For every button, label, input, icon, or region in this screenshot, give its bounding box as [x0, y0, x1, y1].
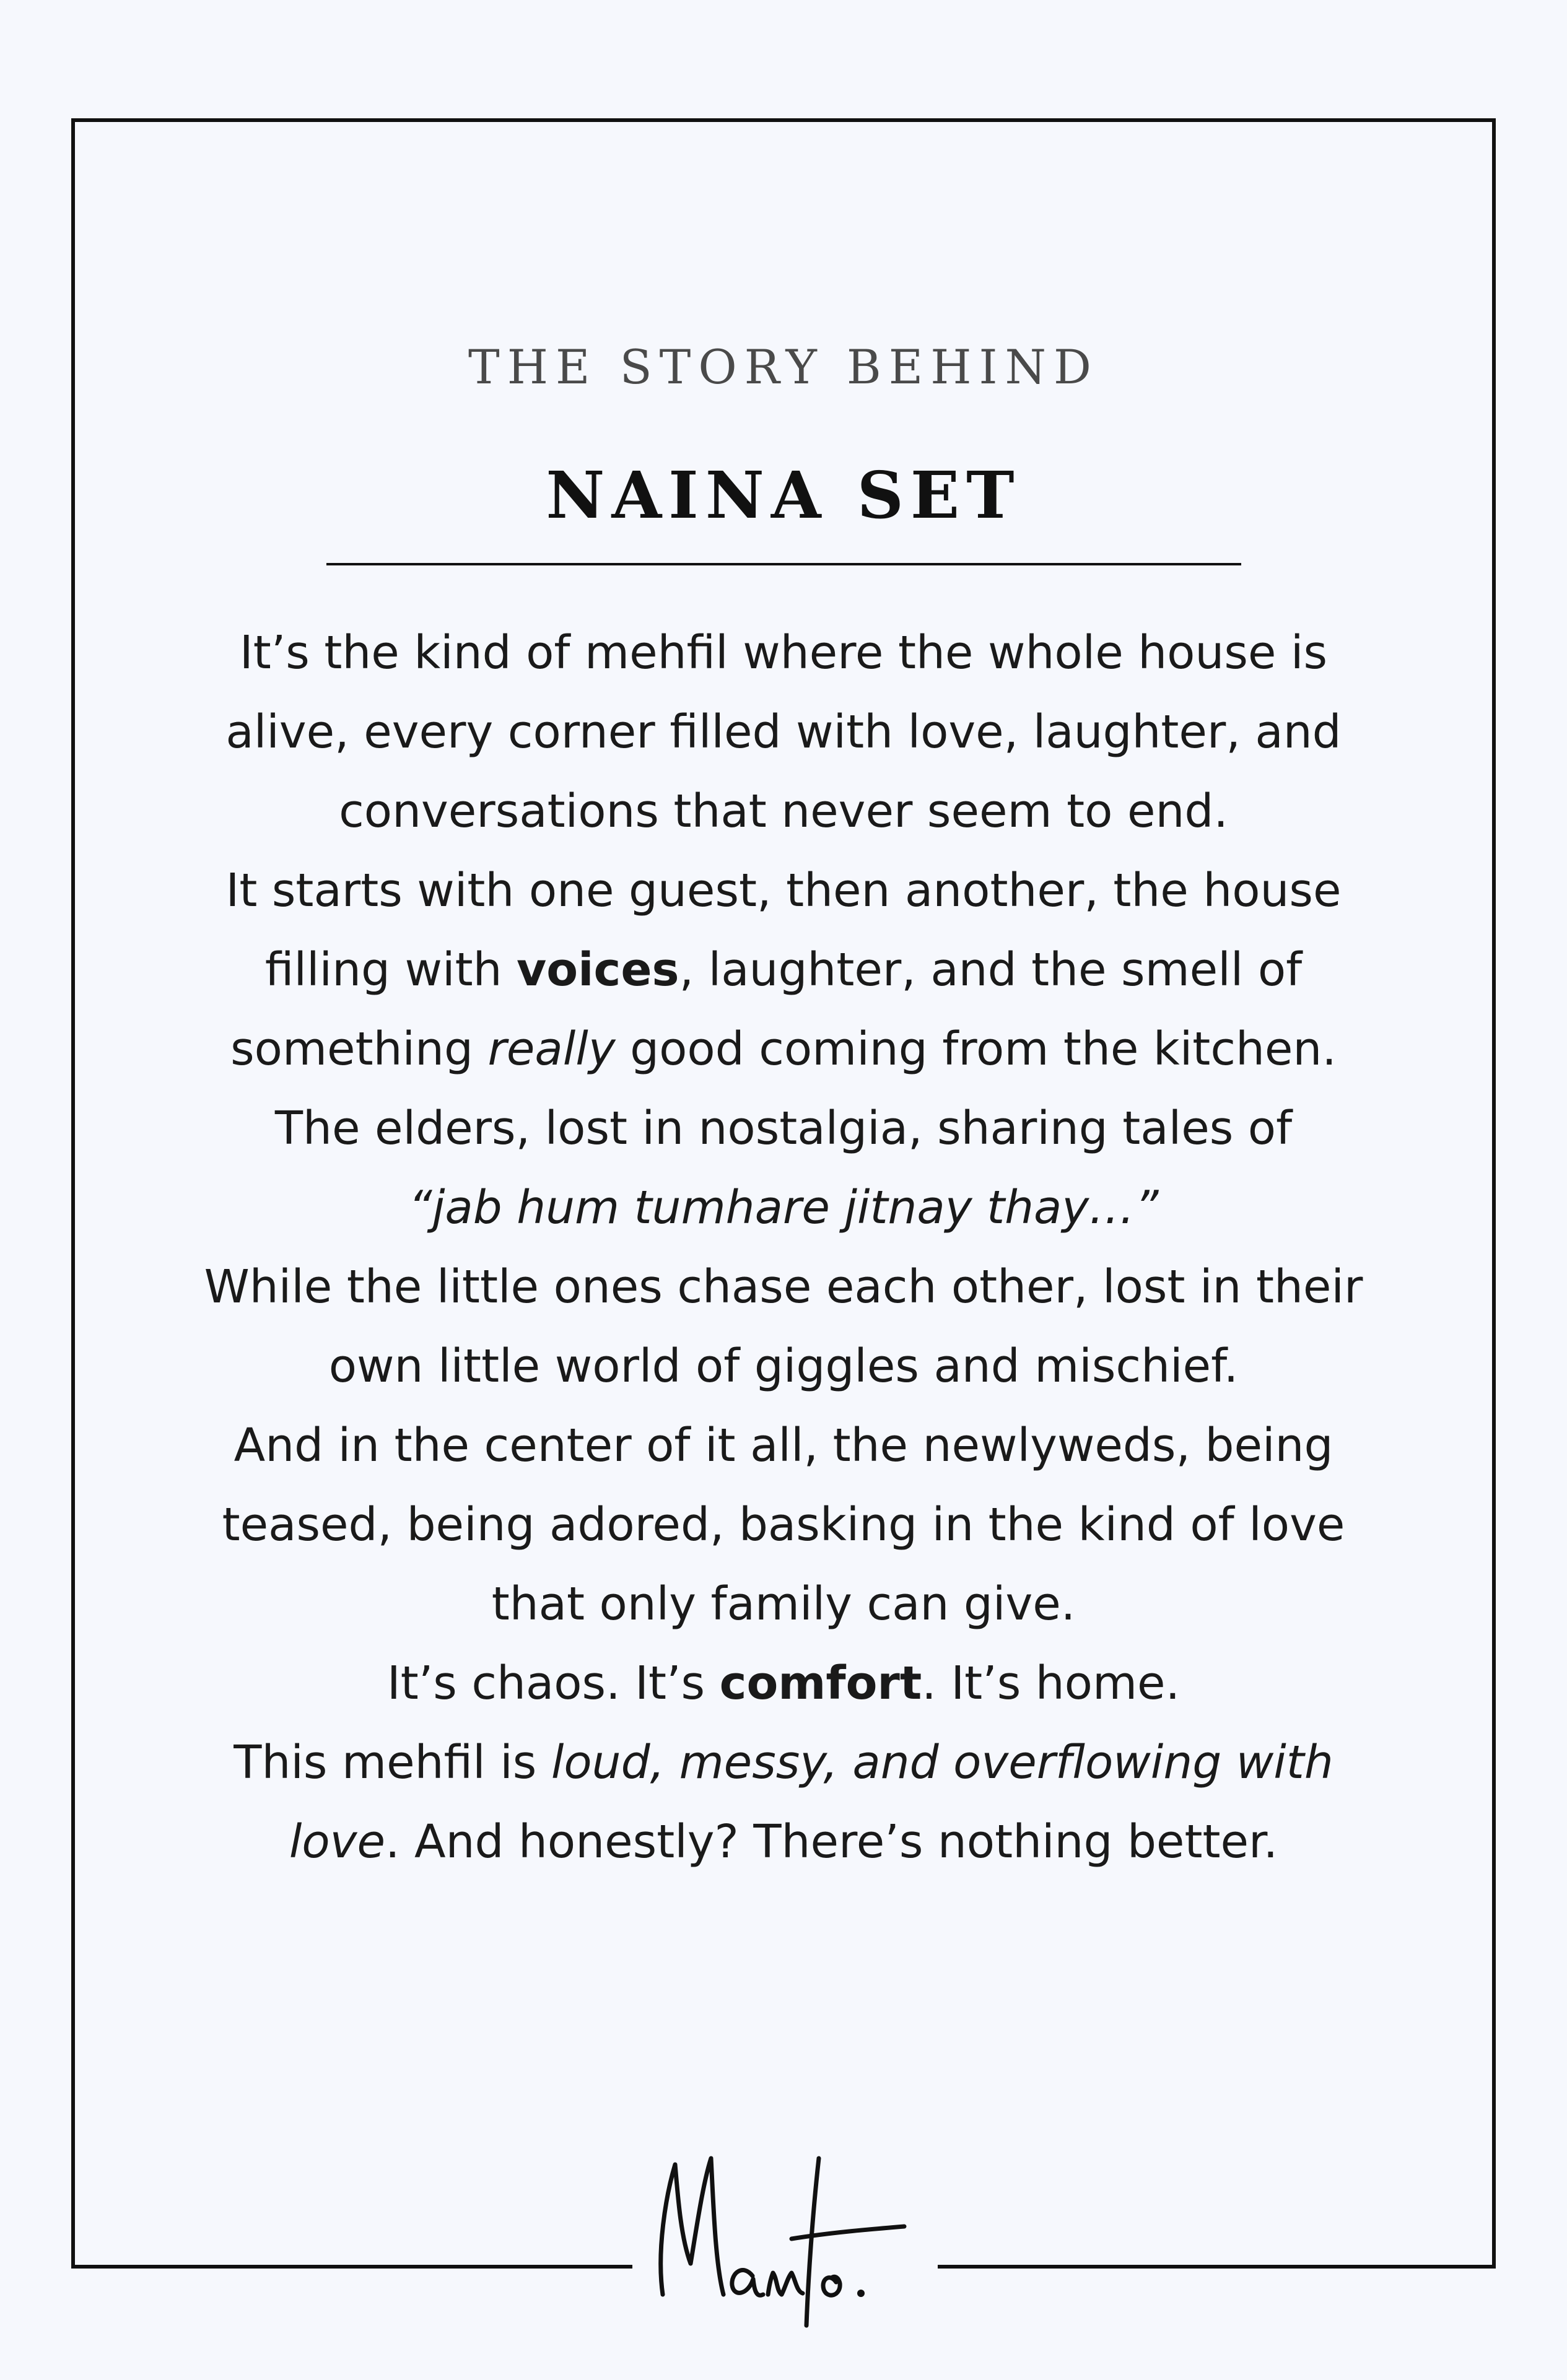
frame-top-border	[71, 118, 1496, 122]
title-divider	[326, 563, 1241, 565]
story-line	[99, 1644, 1468, 1723]
story-text: This mehfil is	[234, 1736, 551, 1789]
story-line	[99, 1009, 1468, 1089]
story-line: The elders, lost in nostalgia, sharing tales of	[274, 1102, 1293, 1155]
frame-left-border	[71, 118, 75, 2269]
story-kicker: THE STORY BEHIND	[468, 339, 1099, 394]
story-line	[99, 1802, 1468, 1881]
story-text: . And honestly? There’s nothing better.	[385, 1815, 1278, 1868]
story-line: While the little ones chase each other, lost in their	[204, 1260, 1363, 1314]
emphasis-comfort: comfort	[719, 1657, 922, 1710]
story-line: It’s the kind of mehfil where the whole house is	[239, 626, 1328, 679]
elders-quote: “jab hum tumhare jitnay thay…”	[408, 1181, 1159, 1234]
story-text: good coming from the kitchen.	[615, 1022, 1337, 1076]
story-line: It starts with one guest, then another, the house	[225, 864, 1342, 917]
story-text: , laughter, and the smell of	[679, 943, 1303, 996]
manto-signature-logo	[644, 2140, 929, 2338]
story-line: conversations that never seem to end.	[339, 785, 1228, 838]
story-line: own little world of giggles and mischief.	[328, 1340, 1239, 1393]
story-line	[99, 1168, 1468, 1247]
emphasis-voices: voices	[517, 943, 679, 996]
story-line	[99, 1723, 1468, 1802]
story-line: teased, being adored, basking in the kind of love	[222, 1498, 1345, 1551]
story-line: alive, every corner filled with love, laughter, and	[225, 705, 1342, 759]
story-line: that only family can give.	[491, 1577, 1076, 1631]
story-text: filling with	[264, 943, 517, 996]
emphasis-really: really	[487, 1022, 616, 1076]
story-text: something	[230, 1022, 488, 1076]
emphasis-loud-messy: loud, messy, and overflowing with	[551, 1736, 1333, 1789]
story-body	[99, 613, 1468, 1881]
page-title: NAINA SET	[546, 457, 1021, 533]
story-line	[99, 930, 1468, 1009]
frame-bottom-right-border	[938, 2265, 1496, 2269]
story-text: . It’s home.	[922, 1657, 1181, 1710]
frame-right-border	[1492, 118, 1496, 2269]
story-text: It’s chaos. It’s	[386, 1657, 720, 1710]
emphasis-love: love	[289, 1815, 385, 1868]
story-line: And in the center of it all, the newlyweds, being	[234, 1419, 1333, 1472]
frame-bottom-left-border	[71, 2265, 632, 2269]
